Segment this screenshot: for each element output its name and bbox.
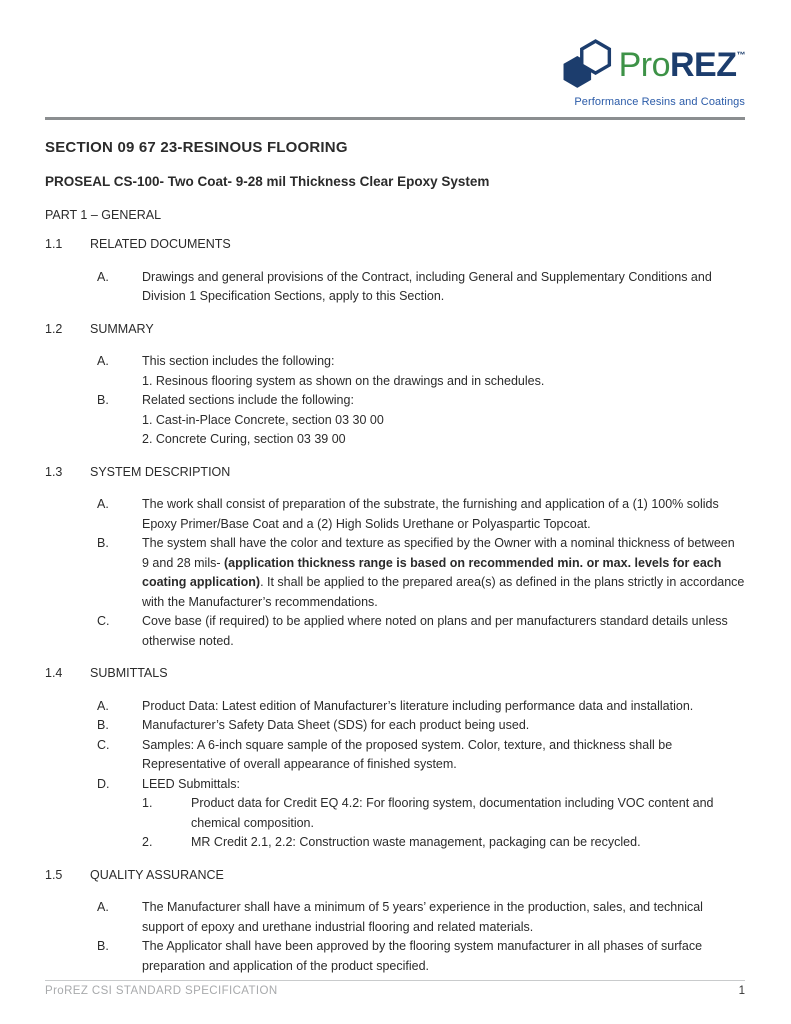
- item-body: [142, 937, 745, 976]
- section-heading: SUMMARY: [90, 321, 154, 336]
- section-heading: RELATED DOCUMENTS: [90, 237, 231, 251]
- item-text-run: The Manufacturer shall have a minimum of 5 years’ experience in the production, sales, and technical support of epoxy and urethane industrial flooring and related materials.: [142, 900, 703, 934]
- item-letter: A.: [97, 269, 109, 284]
- spec-subitem: [142, 794, 745, 833]
- page-header: [0, 0, 791, 120]
- section-heading: QUALITY ASSURANCE: [90, 867, 224, 882]
- item-text-run: (application thickness range is based on recommended min. or max. levels for each coating application): [142, 555, 722, 589]
- item-text: [142, 614, 728, 648]
- section-title: SECTION 09 67 23-RESINOUS FLOORING: [45, 139, 348, 156]
- item-continuation-line: 1. Resinous flooring system as shown on the drawings and in schedules.: [142, 373, 545, 388]
- item-letter: B.: [97, 939, 109, 953]
- spec-section: [45, 664, 745, 853]
- item-body: [142, 775, 745, 853]
- item-letter: C.: [97, 614, 110, 628]
- subitem-number: 2.: [142, 835, 153, 849]
- section-heading-row: [45, 463, 745, 483]
- item-text-run: The system shall have the color and texture as specified by the Owner with a nominal thickness of between 9 and 28 mils-: [142, 536, 735, 570]
- part-heading: PART 1 – GENERAL: [45, 208, 162, 222]
- item-body: [142, 697, 745, 717]
- item-continuation-line: 2. Concrete Curing, section 03 39 00: [142, 432, 346, 446]
- page-footer: [45, 980, 745, 997]
- footer-label: ProREZ CSI STANDARD SPECIFICATION: [45, 985, 278, 997]
- outline-hexagon-icon: [581, 41, 609, 73]
- item-text: [142, 354, 334, 368]
- prorez-logo: [45, 36, 745, 108]
- item-letter: B.: [97, 536, 109, 550]
- item-body: [142, 612, 745, 651]
- spec-item: [97, 736, 745, 775]
- item-continuation-line: 1. Cast-in-Place Concrete, section 03 30 00: [142, 412, 384, 427]
- item-text-run: Cove base (if required) to be applied where noted on plans and per manufacturers standard details unless otherwise noted.: [142, 614, 728, 648]
- item-letter: A.: [97, 698, 109, 713]
- spec-item: [97, 495, 745, 534]
- spec-subitem: [142, 833, 745, 853]
- item-text: [142, 900, 703, 934]
- item-letter: A.: [97, 497, 109, 511]
- item-body: [142, 268, 745, 307]
- section-number: 1.1: [45, 237, 63, 251]
- item-body: [142, 352, 745, 391]
- subitem-text: Product data for Credit EQ 4.2: For flooring system, documentation including VOC content and chemical composition.: [191, 796, 714, 830]
- spec-item: [97, 612, 745, 651]
- item-body: [142, 898, 745, 937]
- spec-section: [45, 235, 745, 307]
- spec-item: [97, 697, 745, 717]
- item-text: [142, 777, 240, 791]
- section-heading-row: [45, 664, 745, 684]
- sections: [45, 235, 745, 976]
- spec-item: [97, 898, 745, 937]
- section-heading: SYSTEM DESCRIPTION: [90, 464, 231, 479]
- spec-item: [97, 937, 745, 976]
- item-letter: B.: [97, 393, 109, 407]
- item-text-run: Drawings and general provisions of the Contract, including General and Supplementary Conditions and Division 1 Specification Sections, apply to this Section.: [142, 269, 712, 303]
- brand-wordmark: [618, 45, 745, 84]
- subitem-number: 1.: [142, 796, 153, 810]
- item-text-run: Product Data: Latest edition of Manufacturer’s literature including performance data and installation.: [142, 698, 694, 713]
- item-body: [142, 736, 745, 775]
- product-title: PROSEAL CS-100- Two Coat- 9-28 mil Thickness Clear Epoxy System: [45, 174, 490, 189]
- section-number: 1.2: [45, 321, 63, 336]
- spec-section: [45, 320, 745, 450]
- item-text-run: The Applicator shall have been approved by the flooring system manufacturer in all phases of surface preparation and application of the product specified.: [142, 939, 703, 973]
- item-letter: D.: [97, 776, 110, 791]
- page-number: 1: [738, 985, 745, 997]
- item-letter: A.: [97, 900, 109, 914]
- brand-rez: REZ: [670, 45, 737, 84]
- item-letter: C.: [97, 737, 110, 752]
- item-text: [142, 699, 693, 713]
- hexagons-logo-icon: [560, 36, 614, 93]
- brand-pro: Pro: [618, 45, 670, 84]
- spec-item: [97, 716, 745, 736]
- item-body: [142, 391, 745, 450]
- trademark-symbol: ™: [736, 49, 745, 60]
- item-text-run: Samples: A 6-inch square sample of the proposed system. Color, texture, and thickness shall be Representative of overall appearance of finished system.: [142, 737, 673, 771]
- item-text-run: Manufacturer’s Safety Data Sheet (SDS) for each product being used.: [142, 718, 530, 732]
- item-text-run: LEED Submittals:: [142, 776, 240, 791]
- item-text: [142, 393, 354, 407]
- item-text: [142, 738, 672, 772]
- item-text: [142, 939, 702, 973]
- subitem-text: MR Credit 2.1, 2.2: Construction waste management, packaging can be recycled.: [191, 835, 641, 849]
- item-text-run: The work shall consist of preparation of the substrate, the furnishing and application of a (1) 100% solids Epoxy Primer/Base Coat and a (2) High Solids Urethane or Polyaspartic Topcoat.: [142, 497, 719, 531]
- item-letter: A.: [97, 354, 109, 368]
- item-letter: B.: [97, 718, 109, 732]
- item-text: [142, 718, 529, 732]
- item-text: [142, 270, 712, 304]
- item-text: [142, 536, 744, 609]
- item-text-run: . It shall be applied to the prepared area(s) as defined in the plans strictly in accordance with the Manufacturer’s recommendations.: [142, 575, 745, 609]
- item-text-run: This section includes the following:: [142, 354, 335, 368]
- spec-item: [97, 534, 745, 612]
- spec-section: [45, 866, 745, 977]
- section-number: 1.5: [45, 867, 63, 882]
- item-body: [142, 716, 745, 736]
- brand-tagline: Performance Resins and Coatings: [574, 96, 745, 108]
- section-heading-row: [45, 866, 745, 886]
- section-number: 1.4: [45, 666, 63, 680]
- item-text: [142, 497, 719, 531]
- item-body: [142, 495, 745, 534]
- item-text-run: Related sections include the following:: [142, 393, 354, 407]
- spec-item: [97, 775, 745, 853]
- section-heading: SUBMITTALS: [90, 666, 168, 680]
- section-heading-row: [45, 320, 745, 340]
- spec-item: [97, 268, 745, 307]
- header-divider: [45, 117, 745, 120]
- spec-item: [97, 391, 745, 450]
- spec-item: [97, 352, 745, 391]
- section-heading-row: [45, 235, 745, 255]
- spec-section: [45, 463, 745, 652]
- item-body: [142, 534, 745, 612]
- document-content: [0, 139, 791, 976]
- section-number: 1.3: [45, 464, 63, 479]
